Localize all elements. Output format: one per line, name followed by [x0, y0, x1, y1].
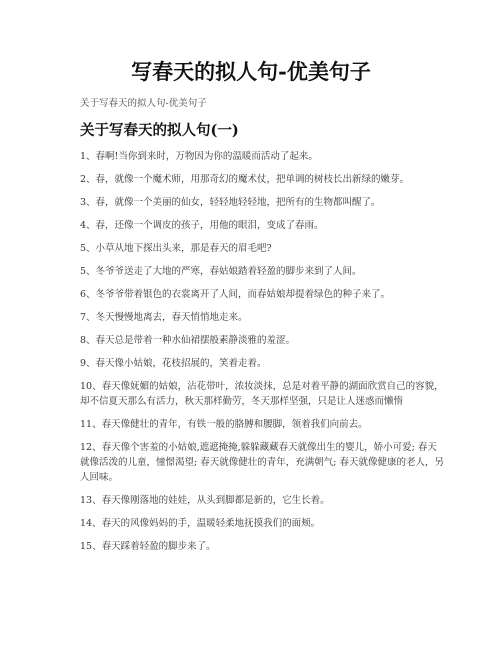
list-item: 2、春，就像一个魔术师，用那奇幻的魔术仗，把单调的树枝长出新绿的嫩芽。	[80, 174, 410, 185]
list-item: 12、春天像个害羞的小姑娘,遮遮掩掩,躲躲藏藏春天就像出生的婴儿，娇小可爱; 春天就像活泼的儿童，憧憬渴望; 春天就像健壮的青年，充满朝气; 春天就像健康的老人，另人回味。	[80, 442, 444, 483]
list-item: 6、冬爷爷带着银色的衣裳离开了人间，而春姑娘却提着绿色的种子来了。	[80, 289, 391, 300]
list-item: 10、春天像妩媚的姑娘，沾花带叶，浓妆淡抹，总是对着平静的湖面欣赏自己的容貌，却不信夏天那么有活力，秋天那样勤劳，冬天那样坚强，只是让人迷惑而懒惰	[80, 381, 444, 407]
list-item: 11、春天像健壮的青年，有铁一般的胳膊和腰脚，领着我们向前去。	[80, 419, 368, 430]
section-heading: 关于写春天的拟人句(一)	[80, 122, 239, 139]
list-item: 15、春天踩着轻盈的脚步来了。	[80, 541, 216, 552]
list-item: 13、春天像刚落地的娃娃，从头到脚都是新的，它生长着。	[80, 495, 330, 506]
list-item: 8、春天总是带着一种水仙裙摆般素静淡雅的羞涩。	[80, 335, 296, 346]
sentence-list	[80, 149, 446, 554]
list-item: 7、冬天慢慢地离去，春天悄悄地走来。	[80, 312, 248, 323]
document-subtitle: 关于写春天的拟人句-优美句子	[80, 98, 207, 109]
list-item: 4、春，还像一个调皮的孩子，用他的眼泪，变成了春雨。	[80, 220, 324, 231]
list-item: 14、春天的风像妈妈的手，温暖轻柔地抚摸我们的面颊。	[80, 518, 321, 529]
list-item: 3、春，就像一个美丽的仙女，轻轻地轻轻地，把所有的生物都叫醒了。	[80, 197, 381, 208]
list-item: 5、冬爷爷送走了大地的严寒，春姑娘踏着轻盈的脚步来到了人间。	[80, 266, 362, 277]
list-item: 9、春天像小姑娘，花枝招展的，笑着走着。	[80, 358, 267, 369]
document-title: 写春天的拟人句-优美句子	[131, 59, 371, 84]
list-item: 5、小草从地下探出头来，那是春天的眉毛吧?	[80, 243, 272, 254]
list-item: 1、春啊!当你到来时，万物因为你的温暖而活动了起来。	[80, 151, 318, 162]
